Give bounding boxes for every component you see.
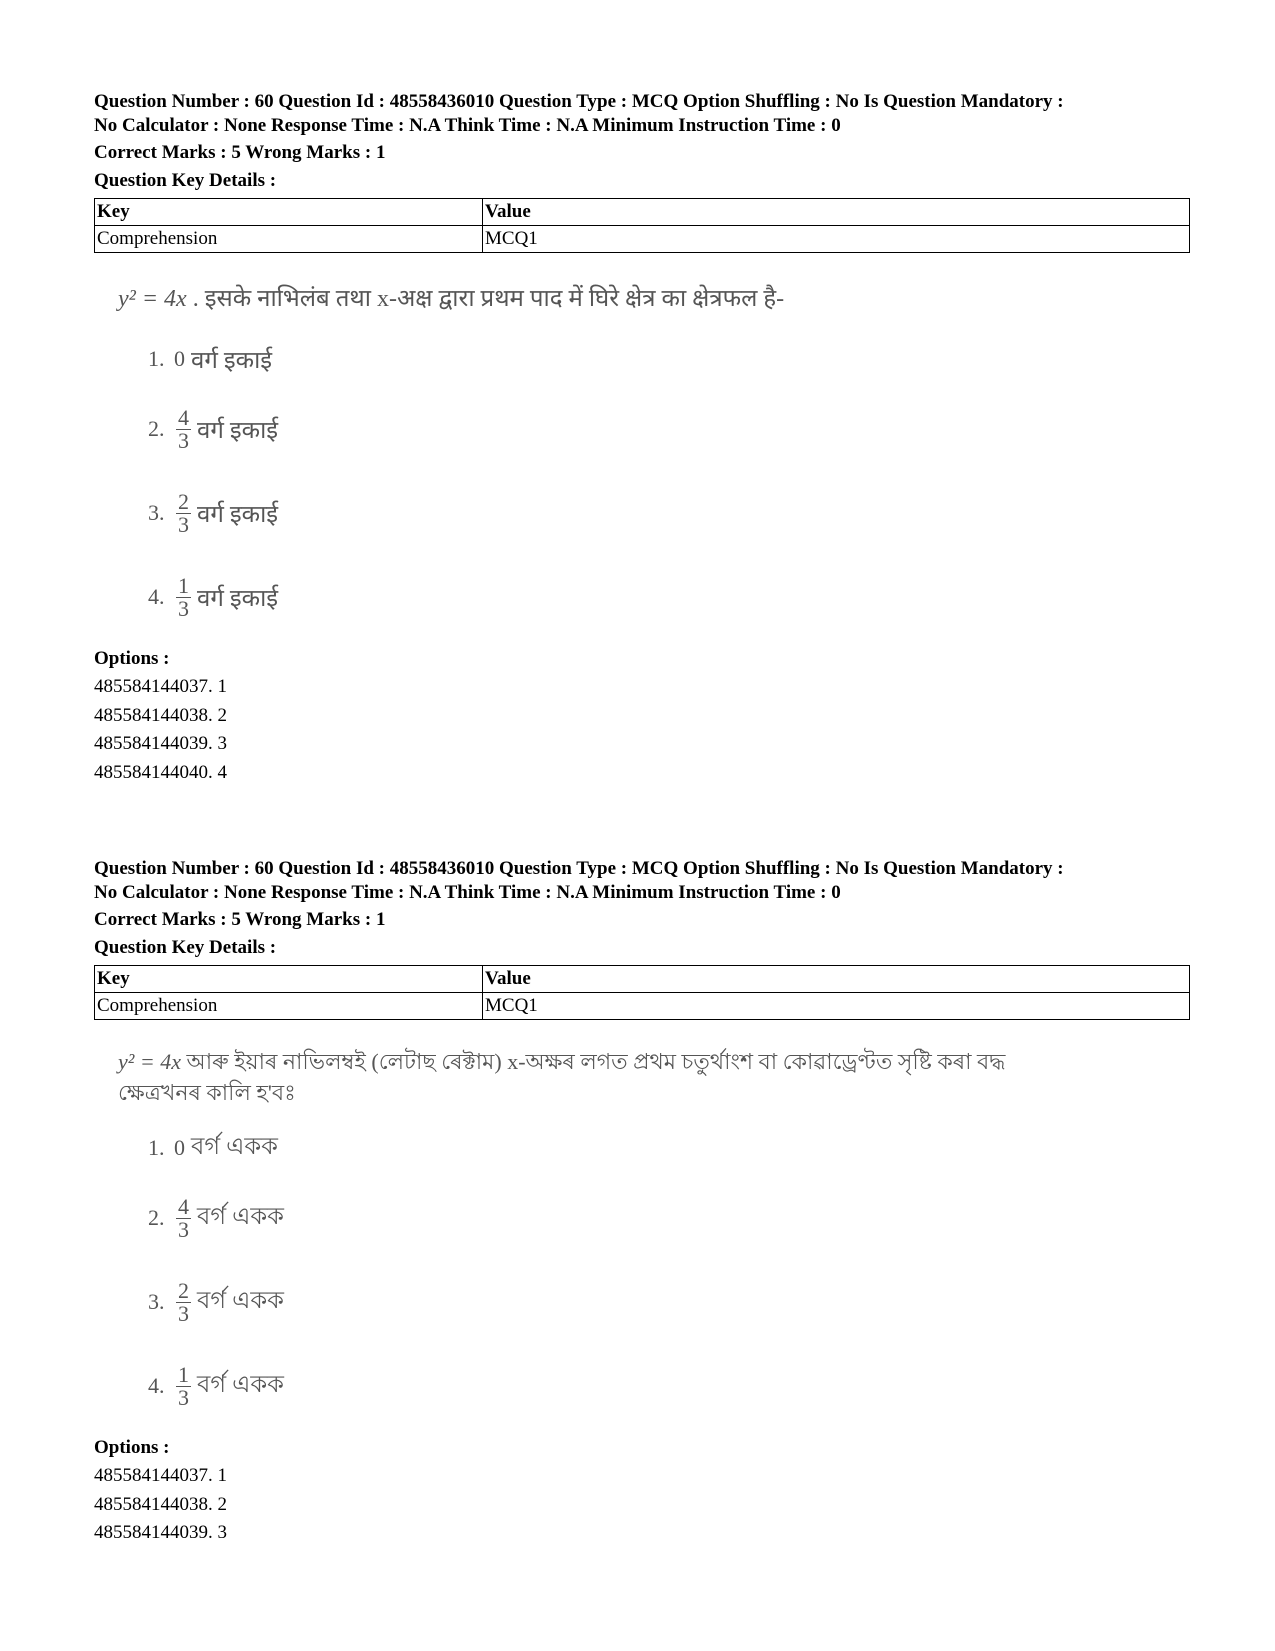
option-line: 485584144037. 1 <box>94 1465 227 1486</box>
numerator: 4 <box>178 404 189 430</box>
choice-4 <box>148 567 1190 627</box>
question-meta-line-1: Question Number : 60 Question Id : 48558436010 Question Type : MCQ Option Shuffling : No Is Question Mandatory : <box>94 858 1064 879</box>
choice-1 <box>148 341 1190 377</box>
question-block-2 <box>94 857 1190 1548</box>
question-image <box>118 1046 1190 1416</box>
choice-unit: वर्ग इकाई <box>197 585 279 612</box>
choice-3 <box>148 483 1190 543</box>
table-row <box>95 226 1190 253</box>
denominator: 3 <box>178 427 189 453</box>
question-block-1 <box>94 90 1190 787</box>
stem-text-continued: ক্ষেত্ৰখনৰ কালি হ'বঃ <box>118 1080 296 1105</box>
table-cell-key: Comprehension <box>95 226 483 253</box>
option-line: 485584144038. 2 <box>94 704 227 726</box>
choice-2 <box>148 1188 1190 1248</box>
option-line: 485584144039. 3 <box>94 733 227 754</box>
question-stem <box>118 283 1190 315</box>
denominator: 3 <box>178 1300 189 1326</box>
marks-line: Correct Marks : 5 Wrong Marks : 1 <box>94 142 386 163</box>
numerator: 2 <box>178 488 189 514</box>
question-meta-line-2: No Calculator : None Response Time : N.A Think Time : N.A Minimum Instruction Time : 0 <box>94 114 841 136</box>
choice-value: 0 <box>174 346 185 371</box>
table-header-row <box>95 966 1190 993</box>
options-label: Options : <box>94 648 170 669</box>
key-details-label: Question Key Details : <box>94 170 277 191</box>
choice-number: 1. <box>148 346 165 371</box>
table-cell-key: Comprehension <box>95 993 483 1020</box>
stem-text: আৰু ইয়াৰ নাভিলম্বই (লেটাছ ৰেক্টাম) x-অক্ষৰ লগত প্ৰথম চতুৰ্থাংশ বা কোৱাড্ৰেণ্টত সৃষ্টি কৰা বদ্ধ <box>186 1049 1006 1074</box>
denominator: 3 <box>178 1384 189 1410</box>
table-header-key: Key <box>95 199 483 226</box>
choice-2 <box>148 399 1190 459</box>
table-header-value: Value <box>483 966 1190 993</box>
denominator: 3 <box>178 511 189 537</box>
choice-fraction <box>176 488 191 537</box>
denominator: 3 <box>178 595 189 621</box>
choice-unit: বৰ্গ একক <box>197 1204 284 1230</box>
choice-number: 2. <box>148 1205 165 1230</box>
choice-4 <box>148 1356 1190 1416</box>
choice-unit: वर्ग इकाई <box>197 501 279 528</box>
choice-number: 4. <box>148 584 165 609</box>
choice-number: 3. <box>148 1289 165 1314</box>
option-line: 485584144040. 4 <box>94 761 227 783</box>
key-details-label: Question Key Details : <box>94 937 277 958</box>
choice-unit: वर्ग इकाई <box>191 347 273 374</box>
numerator: 1 <box>178 572 189 598</box>
choice-unit: वर्ग इकाई <box>197 417 279 444</box>
choice-number: 4. <box>148 1373 165 1398</box>
key-details-table <box>94 198 1190 253</box>
table-cell-value: MCQ1 <box>483 226 1190 253</box>
question-stem <box>118 1046 1190 1108</box>
stem-equation: y² = 4x <box>118 286 187 312</box>
choice-number: 1. <box>148 1135 165 1160</box>
table-header-value: Value <box>483 199 1190 226</box>
options-label: Options : <box>94 1437 170 1458</box>
choice-fraction <box>176 1193 191 1242</box>
choice-unit: বৰ্গ একক <box>197 1288 284 1314</box>
choice-3 <box>148 1272 1190 1332</box>
choice-value: 0 <box>174 1135 185 1160</box>
table-cell-value: MCQ1 <box>483 993 1190 1020</box>
question-meta-line-1: Question Number : 60 Question Id : 48558436010 Question Type : MCQ Option Shuffling : No Is Question Mandatory : <box>94 91 1064 112</box>
table-header-key: Key <box>95 966 483 993</box>
choice-fraction <box>176 1361 191 1410</box>
choice-number: 2. <box>148 416 165 441</box>
choice-unit: বৰ্গ একক <box>197 1372 284 1398</box>
choice-number: 3. <box>148 500 165 525</box>
key-details-table <box>94 965 1190 1020</box>
table-row <box>95 993 1190 1020</box>
choice-1 <box>148 1130 1190 1166</box>
numerator: 2 <box>178 1277 189 1303</box>
denominator: 3 <box>178 1216 189 1242</box>
numerator: 4 <box>178 1193 189 1219</box>
choice-fraction <box>176 572 191 621</box>
option-line: 485584144037. 1 <box>94 676 227 697</box>
choice-fraction <box>176 1277 191 1326</box>
marks-line: Correct Marks : 5 Wrong Marks : 1 <box>94 909 386 930</box>
stem-equation: y² = 4x <box>118 1049 181 1074</box>
option-line: 485584144039. 3 <box>94 1522 227 1543</box>
stem-text: . इसके नाभिलंब तथा x-अक्ष द्वारा प्रथम पाद में घिरे क्षेत्र का क्षेत्रफल है- <box>192 286 785 312</box>
question-image <box>118 283 1190 627</box>
question-meta-line-2: No Calculator : None Response Time : N.A Think Time : N.A Minimum Instruction Time : 0 <box>94 881 841 903</box>
numerator: 1 <box>178 1361 189 1387</box>
choice-unit: বৰ্গ একক <box>191 1134 278 1160</box>
table-header-row <box>95 199 1190 226</box>
choice-fraction <box>176 404 191 453</box>
option-line: 485584144038. 2 <box>94 1493 227 1515</box>
